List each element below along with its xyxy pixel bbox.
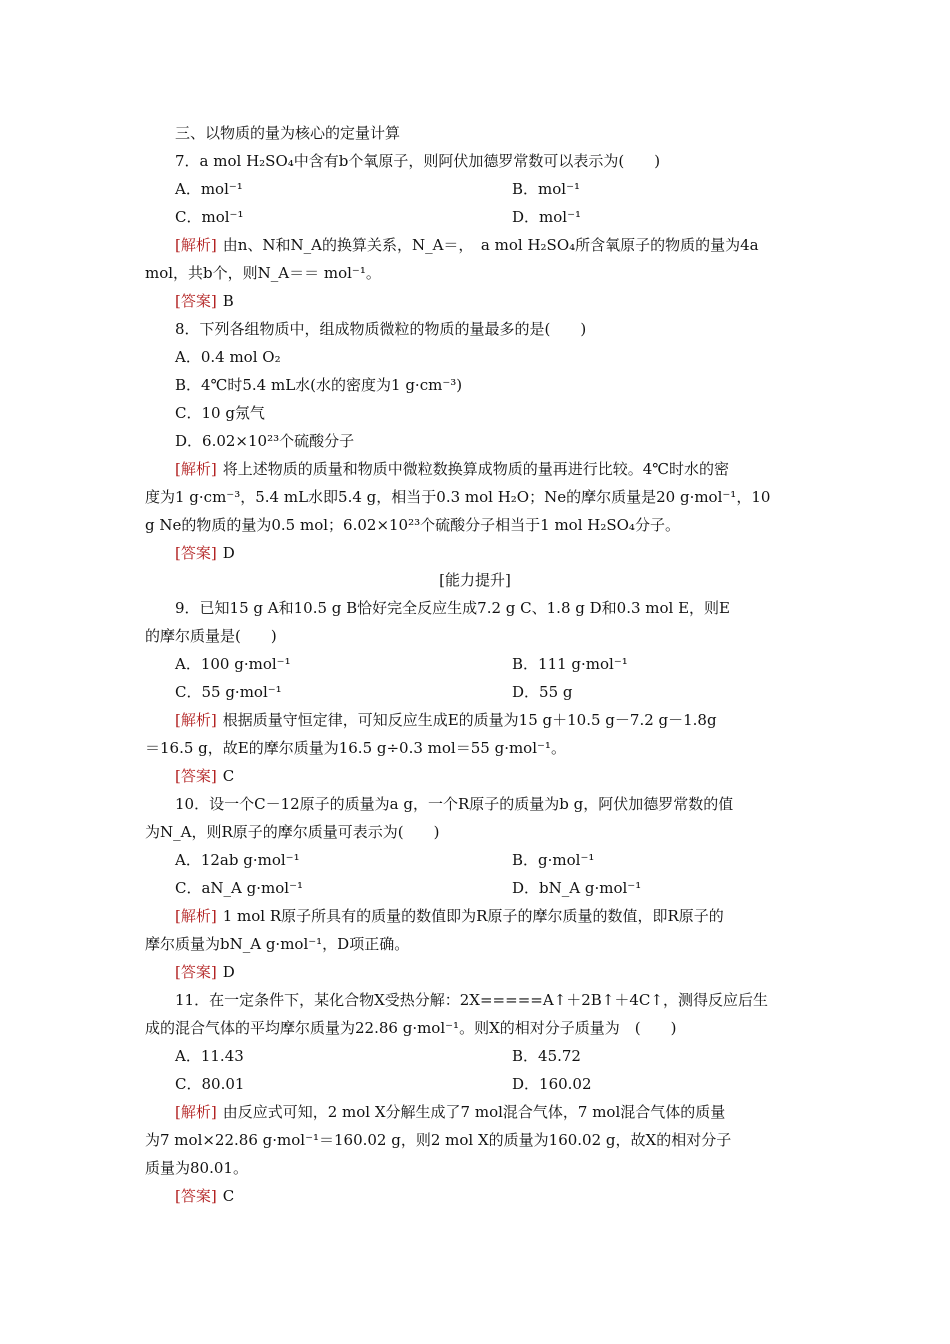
answer-label: [答案]	[175, 767, 217, 785]
q8-option-d: D．6.02×10²³个硫酸分子	[175, 432, 355, 450]
q11-answer	[175, 1182, 835, 1210]
q9-answer-value: C	[222, 767, 235, 785]
q10-answer-value: D	[222, 963, 235, 981]
q11-analysis-line-3: 质量为80.01。	[145, 1159, 248, 1177]
answer-label: [答案]	[175, 963, 217, 981]
q7-stem: 7．a mol H₂SO₄中含有b个氧原子，则阿伏加德罗常数可以表示为( )	[175, 152, 661, 170]
q11-analysis	[175, 1098, 835, 1126]
q7-option-c: C．mol⁻¹	[175, 208, 244, 226]
q8-analysis	[175, 455, 835, 483]
q7-option-d: D．mol⁻¹	[512, 208, 582, 226]
q8-option-b: B．4℃时5.4 mL水(水的密度为1 g·cm⁻³)	[175, 376, 463, 394]
q9-analysis	[175, 706, 835, 734]
q9-analysis-line-2: ＝16.5 g，故E的摩尔质量为16.5 g÷0.3 mol＝55 g·mol⁻¹。	[145, 739, 566, 757]
answer-label: [答案]	[175, 1187, 217, 1205]
analysis-label: [解析]	[175, 1103, 217, 1121]
q11-analysis-line-2: 为7 mol×22.86 g·mol⁻¹＝160.02 g，则2 mol X的质量为160.02 g，故X的相对分子	[145, 1131, 732, 1149]
q9-stem-line-2: 的摩尔质量是( )	[145, 627, 277, 645]
q10-answer	[175, 958, 835, 986]
q9-option-b: B．111 g·mol⁻¹	[512, 655, 628, 673]
q7-option-b: B．mol⁻¹	[512, 180, 581, 198]
q9-option-c: C．55 g·mol⁻¹	[175, 683, 282, 701]
q8-option-c: C．10 g氖气	[175, 404, 265, 422]
q11-stem-line-1: 11．在一定条件下，某化合物X受热分解：2X=====A↑＋2B↑＋4C↑，测得反应后生	[175, 991, 768, 1009]
q7-answer-value: B	[222, 292, 234, 310]
q8-answer	[175, 539, 835, 567]
analysis-label: [解析]	[175, 236, 217, 254]
q11-option-a: A．11.43	[175, 1047, 244, 1065]
q7-answer	[175, 287, 835, 315]
q10-option-a: A．12ab g·mol⁻¹	[175, 851, 300, 869]
analysis-label: [解析]	[175, 460, 217, 478]
q7-analysis-line-1: 由n、N和N_A的换算关系，N_A＝， a mol H₂SO₄所含氧原子的物质的量为4a	[222, 236, 759, 254]
q8-option-a: A．0.4 mol O₂	[175, 348, 281, 366]
section-title: 三、以物质的量为核心的定量计算	[175, 124, 401, 142]
q9-stem-line-1: 9．已知15 g A和10.5 g B恰好完全反应生成7.2 g C、1.8 g D和0.3 mol E，则E	[175, 599, 730, 617]
q9-option-d: D．55 g	[512, 683, 573, 701]
q10-analysis-line-2: 摩尔质量为bN_A g·mol⁻¹，D项正确。	[145, 935, 410, 953]
answer-label: [答案]	[175, 292, 217, 310]
q10-analysis-line-1: 1 mol R原子所具有的质量的数值即为R原子的摩尔质量的数值，即R原子的	[222, 907, 724, 925]
q11-option-d: D．160.02	[512, 1075, 592, 1093]
q8-answer-value: D	[222, 544, 235, 562]
q8-stem: 8．下列各组物质中，组成物质微粒的物质的量最多的是( )	[175, 320, 587, 338]
q10-analysis	[175, 902, 835, 930]
q8-analysis-line-2: 度为1 g·cm⁻³，5.4 mL水即5.4 g，相当于0.3 mol H₂O；Ne的摩尔质量是20 g·mol⁻¹，10	[145, 488, 771, 506]
q11-analysis-line-1: 由反应式可知，2 mol X分解生成了7 mol混合气体，7 mol混合气体的质量	[222, 1103, 726, 1121]
q7-option-a: A．mol⁻¹	[175, 180, 243, 198]
subsection-title: [能力提升]	[439, 571, 511, 589]
q10-stem-line-1: 10．设一个C－12原子的质量为a g，一个R原子的质量为b g，阿伏加德罗常数的值	[175, 795, 734, 813]
q10-option-c: C．aN_A g·mol⁻¹	[175, 879, 303, 897]
q11-option-c: C．80.01	[175, 1075, 245, 1093]
q8-analysis-line-1: 将上述物质的质量和物质中微粒数换算成物质的量再进行比较。4℃时水的密	[222, 460, 730, 478]
q11-answer-value: C	[222, 1187, 235, 1205]
q11-option-b: B．45.72	[512, 1047, 581, 1065]
q11-stem-line-2: 成的混合气体的平均摩尔质量为22.86 g·mol⁻¹。则X的相对分子质量为 ( )	[145, 1019, 677, 1037]
q9-option-a: A．100 g·mol⁻¹	[175, 655, 291, 673]
analysis-label: [解析]	[175, 907, 217, 925]
q7-analysis-line-2: mol，共b个，则N_A＝＝ mol⁻¹。	[145, 264, 381, 282]
answer-label: [答案]	[175, 544, 217, 562]
analysis-label: [解析]	[175, 711, 217, 729]
q9-analysis-line-1: 根据质量守恒定律，可知反应生成E的质量为15 g＋10.5 g－7.2 g－1.8g	[222, 711, 717, 729]
q8-analysis-line-3: g Ne的物质的量为0.5 mol；6.02×10²³个硫酸分子相当于1 mol H₂SO₄分子。	[145, 516, 680, 534]
q9-answer	[175, 762, 835, 790]
q10-option-d: D．bN_A g·mol⁻¹	[512, 879, 642, 897]
q7-analysis	[175, 231, 835, 259]
q10-option-b: B．g·mol⁻¹	[512, 851, 595, 869]
q10-stem-line-2: 为N_A，则R原子的摩尔质量可表示为( )	[145, 823, 440, 841]
